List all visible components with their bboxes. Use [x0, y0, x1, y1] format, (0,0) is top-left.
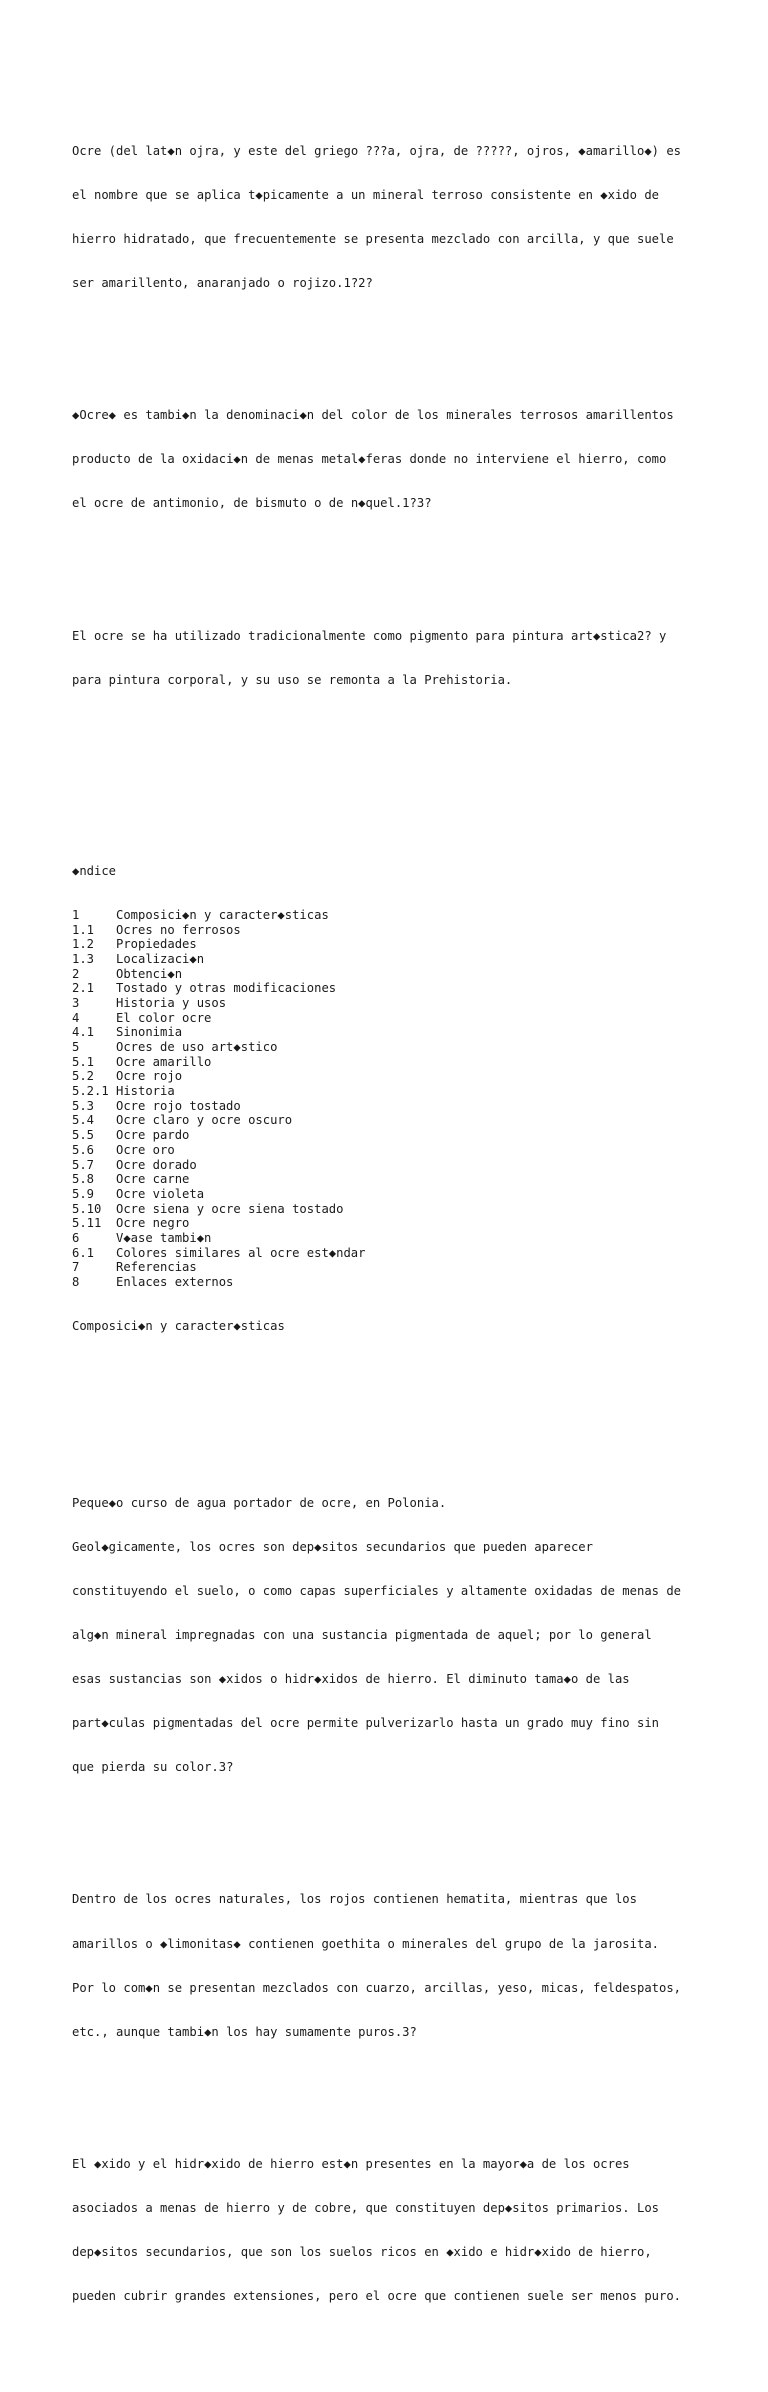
- toc-item-number: 5.8: [72, 1172, 95, 1187]
- toc-item-label: Ocre carne: [116, 1172, 190, 1187]
- text-line: pueden cubrir grandes extensiones, pero el ocre que contienen suele ser menos puro.: [72, 2289, 682, 2304]
- toc-item: [72, 908, 712, 923]
- toc-item-number: 5.4: [72, 1113, 95, 1128]
- text-line: esas sustancias son ◆xidos o hidr◆xidos de hierro. El diminuto tama◆o de las: [72, 1671, 630, 1686]
- toc-item-label: Ocre pardo: [116, 1128, 190, 1143]
- text-line: alg◆n mineral impregnadas con una sustancia pigmentada de aquel; por lo general: [72, 1627, 652, 1642]
- toc-item: [72, 1202, 712, 1217]
- intro-paragraph-3: [72, 599, 712, 717]
- toc-item: [72, 1084, 712, 1099]
- toc-item-label: Historia y usos: [116, 995, 227, 1010]
- toc-item-number: 5.9: [72, 1186, 95, 1201]
- text-line: Peque◆o curso de agua portador de ocre, en Polonia.: [72, 1495, 447, 1510]
- text-line: ser amarillento, anaranjado o rojizo.1?2?: [72, 275, 373, 290]
- toc-item-label: Enlaces externos: [116, 1275, 234, 1290]
- toc-heading: ◆ndice: [72, 863, 117, 878]
- toc-item-number: 6: [72, 1230, 80, 1245]
- toc-item-label: Ocre siena y ocre siena tostado: [116, 1201, 344, 1216]
- toc-item-number: 4.1: [72, 1025, 95, 1040]
- toc-item-label: Ocre negro: [116, 1216, 190, 1231]
- toc-item-number: 6.1: [72, 1245, 95, 1260]
- toc-item-number: 2.1: [72, 981, 95, 996]
- toc-item-number: 5.11: [72, 1216, 102, 1231]
- toc-item-number: 5.6: [72, 1142, 95, 1157]
- toc-item-label: Ocre claro y ocre oscuro: [116, 1113, 293, 1128]
- section-heading: Composici◆n y caracter◆sticas: [72, 1319, 285, 1334]
- text-line: Geol◆gicamente, los ocres son dep◆sitos secundarios que pueden aparecer: [72, 1539, 593, 1554]
- toc-item-label: Ocre oro: [116, 1142, 175, 1157]
- intro-paragraph-2: [72, 379, 712, 541]
- toc-item-label: Ocre violeta: [116, 1186, 205, 1201]
- text-line: El ocre se ha utilizado tradicionalmente como pigmento para pintura art◆stica2? y: [72, 628, 667, 643]
- text-line: el nombre que se aplica t◆picamente a un mineral terroso consistente en ◆xido de: [72, 187, 659, 202]
- toc-item-number: 5.3: [72, 1098, 95, 1113]
- toc-item-number: 5.2: [72, 1069, 95, 1084]
- text-line: para pintura corporal, y su uso se remonta a la Prehistoria.: [72, 672, 513, 687]
- text-line: el ocre de antimonio, de bismuto o de n◆quel.1?3?: [72, 496, 432, 511]
- document-text: [72, 70, 712, 2392]
- toc-item-label: Ocres no ferrosos: [116, 922, 241, 937]
- toc-item-number: 5: [72, 1040, 80, 1055]
- toc-item-number: 5.2.1: [72, 1084, 109, 1099]
- toc-item-number: 3: [72, 995, 80, 1010]
- toc-item-label: Composici◆n y caracter◆sticas: [116, 907, 329, 922]
- toc-item-number: 5.7: [72, 1157, 95, 1172]
- text-line: dep◆sitos secundarios, que son los suelos ricos en ◆xido e hidr◆xido de hierro,: [72, 2245, 652, 2260]
- body-paragraph-2: [72, 1863, 712, 2069]
- toc-item-number: 1: [72, 907, 80, 922]
- intro-paragraph-1: [72, 114, 712, 320]
- toc-item-number: 4: [72, 1010, 80, 1025]
- toc-item-label: Referencias: [116, 1260, 197, 1275]
- text-line: producto de la oxidaci◆n de menas metal◆feras donde no interviene el hierro, como: [72, 452, 667, 467]
- spacer: [72, 1407, 712, 1422]
- toc-item-label: Tostado y otras modificaciones: [116, 981, 337, 996]
- toc-item: [72, 1246, 712, 1261]
- toc-item: [72, 1143, 712, 1158]
- toc-item: [72, 1172, 712, 1187]
- text-line: Por lo com◆n se presentan mezclados con cuarzo, arcillas, yeso, micas, feldespatos,: [72, 1980, 682, 1995]
- toc-item-label: Ocre rojo: [116, 1069, 183, 1084]
- toc-item-label: El color ocre: [116, 1010, 212, 1025]
- toc-item: [72, 1099, 712, 1114]
- text-line: ◆Ocre◆ es tambi◆n la denominaci◆n del color de los minerales terrosos amarillentos: [72, 408, 674, 423]
- toc-item-number: 7: [72, 1260, 80, 1275]
- toc-item-number: 5.1: [72, 1054, 95, 1069]
- toc-item-label: Propiedades: [116, 937, 197, 952]
- toc-item-label: Ocres de uso art◆stico: [116, 1040, 278, 1055]
- toc-item: [72, 1275, 712, 1290]
- text-line: Ocre (del lat◆n ojra, y este del griego ???a, ojra, de ?????, ojros, ◆amarillo◆) es: [72, 143, 682, 158]
- text-line: amarillos o ◆limonitas◆ contienen goethita o minerales del grupo de la jarosita.: [72, 1936, 659, 1951]
- toc-item-number: 1.3: [72, 951, 95, 966]
- toc-item-label: V◆ase tambi◆n: [116, 1230, 212, 1245]
- table-of-contents: [72, 834, 712, 1363]
- toc-item: [72, 1187, 712, 1202]
- toc-item-label: Localizaci◆n: [116, 951, 205, 966]
- text-line: asociados a menas de hierro y de cobre, que constituyen dep◆sitos primarios. Los: [72, 2201, 659, 2216]
- text-line: que pierda su color.3?: [72, 1760, 234, 1775]
- toc-item-number: 5.5: [72, 1128, 95, 1143]
- toc-item: [72, 1231, 712, 1246]
- toc-item: [72, 1025, 712, 1040]
- body-paragraph-3: [72, 2128, 712, 2334]
- toc-item: [72, 923, 712, 938]
- toc-item: [72, 996, 712, 1011]
- toc-item: [72, 1158, 712, 1173]
- toc-item-number: 5.10: [72, 1201, 102, 1216]
- body-paragraph-1: [72, 1466, 712, 1804]
- spacer: [72, 776, 712, 791]
- toc-item-number: 1.2: [72, 937, 95, 952]
- toc-item-label: Ocre amarillo: [116, 1054, 212, 1069]
- toc-item-label: Ocre dorado: [116, 1157, 197, 1172]
- toc-item-number: 8: [72, 1275, 80, 1290]
- text-line: etc., aunque tambi◆n los hay sumamente puros.3?: [72, 2024, 417, 2039]
- toc-item: [72, 1069, 712, 1084]
- text-line: El ◆xido y el hidr◆xido de hierro est◆n presentes en la mayor◆a de los ocres: [72, 2156, 630, 2171]
- toc-item: [72, 1113, 712, 1128]
- toc-item: [72, 1216, 712, 1231]
- toc-item-label: Historia: [116, 1084, 175, 1099]
- toc-item: [72, 1260, 712, 1275]
- text-line: constituyendo el suelo, o como capas superficiales y altamente oxidadas de menas de: [72, 1583, 682, 1598]
- toc-item: [72, 981, 712, 996]
- toc-item: [72, 967, 712, 982]
- toc-item-label: Ocre rojo tostado: [116, 1098, 241, 1113]
- toc-item-label: Obtenci◆n: [116, 966, 183, 981]
- toc-item-number: 2: [72, 966, 80, 981]
- toc-item-label: Sinonimia: [116, 1025, 183, 1040]
- text-line: part◆culas pigmentadas del ocre permite pulverizarlo hasta un grado muy fino sin: [72, 1716, 659, 1731]
- toc-item: [72, 1040, 712, 1055]
- text-line: Dentro de los ocres naturales, los rojos contienen hematita, mientras que los: [72, 1892, 637, 1907]
- toc-item-label: Colores similares al ocre est◆ndar: [116, 1245, 366, 1260]
- toc-item: [72, 1055, 712, 1070]
- toc-item: [72, 1011, 712, 1026]
- toc-item: [72, 952, 712, 967]
- toc-item: [72, 937, 712, 952]
- toc-item: [72, 1128, 712, 1143]
- text-line: hierro hidratado, que frecuentemente se presenta mezclado con arcilla, y que suele: [72, 231, 674, 246]
- toc-list: [72, 908, 712, 1290]
- toc-item-number: 1.1: [72, 922, 95, 937]
